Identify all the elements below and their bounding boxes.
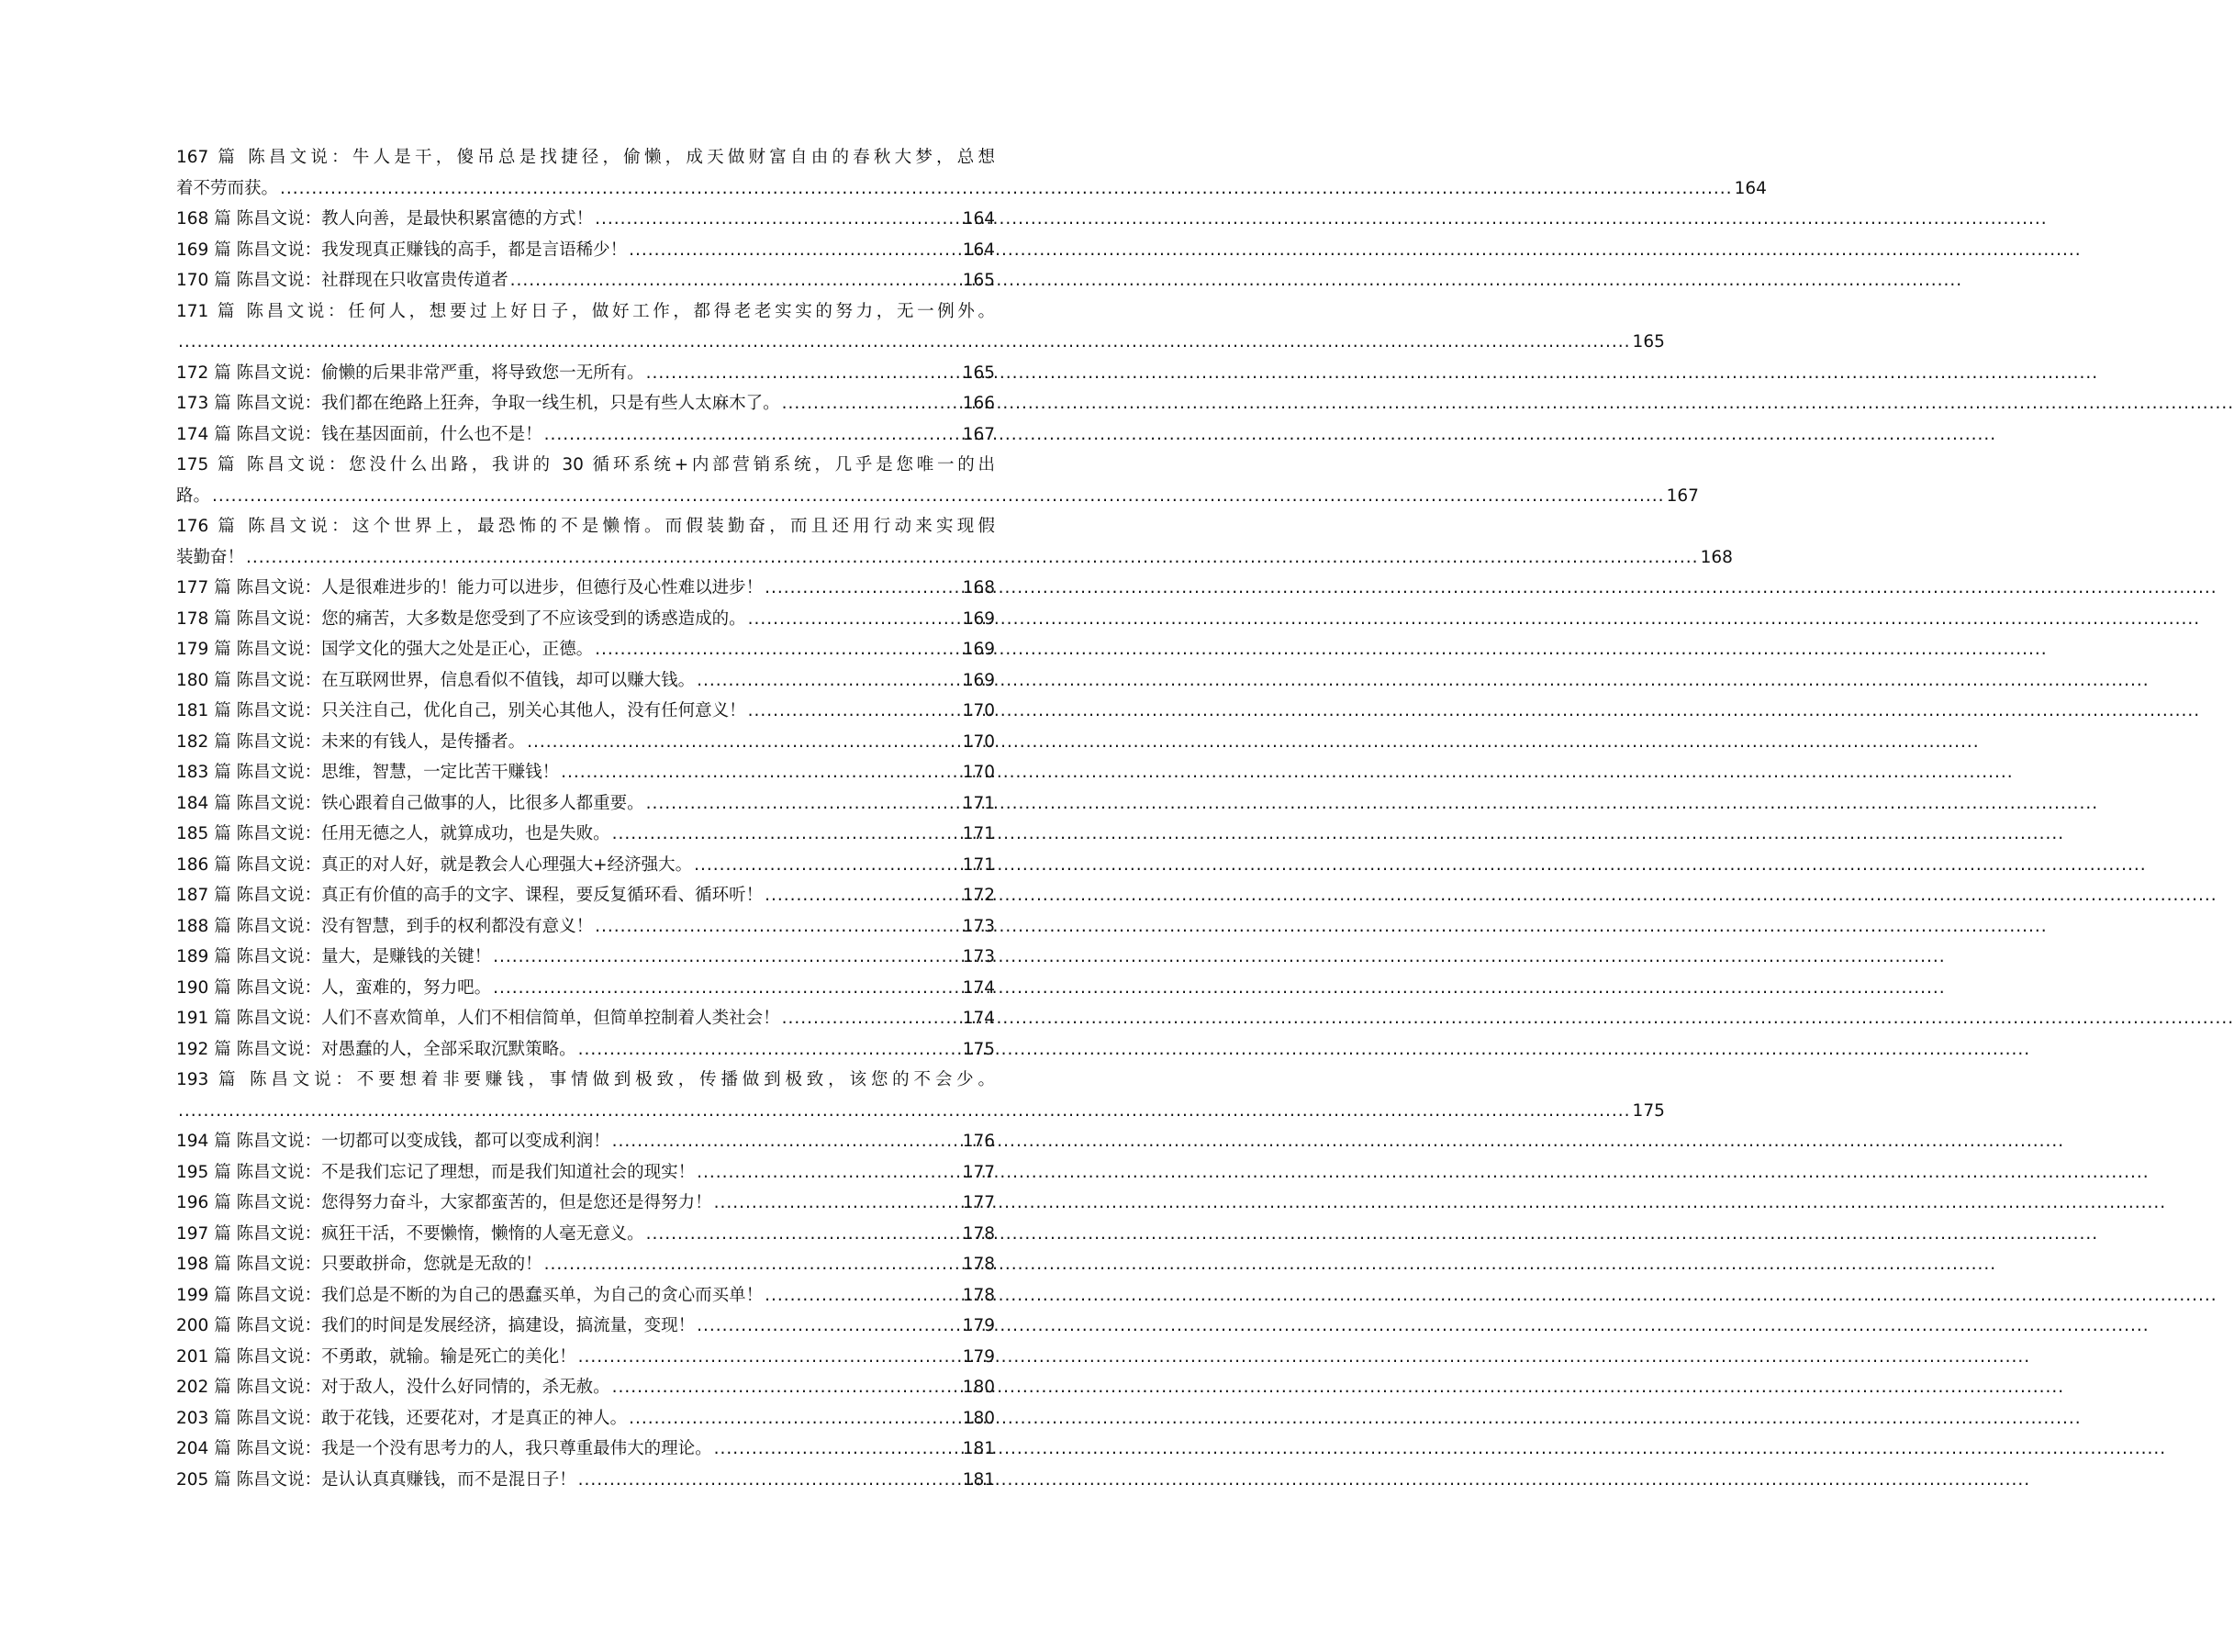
dot-leader	[697, 1311, 961, 1342]
toc-entry[interactable]	[176, 204, 995, 235]
toc-entry[interactable]	[176, 511, 1733, 573]
dot-leader	[595, 634, 961, 665]
toc-entry[interactable]	[176, 1188, 995, 1219]
toc-entry-title: 172 篇 陈昌文说：偷懒的后果非常严重，将导致您一无所有。	[176, 363, 644, 383]
dot-leader	[544, 419, 961, 451]
toc-entry-title: 174 篇 陈昌文说：钱在基因面前，什么也不是！	[176, 424, 542, 444]
toc-entry[interactable]	[176, 1342, 995, 1373]
dot-leader	[714, 1434, 961, 1465]
table-of-contents	[176, 142, 1767, 1495]
toc-entry-title: 176 篇 陈昌文说：这个世界上，最恐怖的不是懒惰。而假装勤奋，而且还用行动来实现假	[176, 517, 995, 536]
toc-entry[interactable]	[176, 296, 1665, 358]
toc-entry[interactable]	[176, 1280, 995, 1312]
toc-page-number: 170	[962, 731, 995, 752]
toc-entry[interactable]	[176, 757, 995, 788]
toc-entry-title: 191 篇 陈昌文说：人们不喜欢简单，人们不相信简单，但简单控制着人类社会！	[176, 1009, 780, 1028]
dot-leader	[493, 973, 961, 1004]
toc-entry[interactable]	[176, 819, 995, 850]
toc-page-number: 174	[962, 977, 995, 998]
dot-leader	[246, 542, 1699, 574]
toc-entry[interactable]	[176, 1034, 995, 1066]
toc-entry-title-continued: 装勤奋！	[176, 547, 245, 567]
toc-entry[interactable]	[176, 1249, 995, 1280]
toc-page-number: 171	[962, 824, 995, 843]
toc-page-number: 179	[962, 1346, 995, 1367]
toc-page-number: 165	[962, 363, 995, 383]
toc-entry[interactable]	[176, 265, 995, 296]
toc-entry[interactable]	[176, 1434, 995, 1465]
toc-page-number: 172	[962, 886, 995, 905]
dot-leader	[178, 327, 1631, 358]
toc-page-number: 175	[962, 1039, 995, 1059]
toc-entry[interactable]	[176, 665, 995, 697]
dot-leader	[714, 1188, 961, 1219]
toc-page-number: 164	[962, 240, 995, 260]
toc-entry[interactable]	[176, 1403, 995, 1434]
toc-page-number: 167	[962, 424, 995, 444]
dot-leader	[782, 388, 961, 419]
toc-entry-title: 171 篇 陈昌文说：任何人，想要过上好日子，做好工作，都得老老实实的努力，无一例外。	[176, 301, 995, 321]
dot-leader	[612, 1126, 961, 1157]
toc-entry-title: 189 篇 陈昌文说：量大，是赚钱的关键！	[176, 947, 492, 966]
dot-leader	[612, 819, 961, 850]
dot-leader	[561, 757, 961, 788]
toc-entry-title: 180 篇 陈昌文说：在互联网世界，信息看似不值钱，却可以赚大钱。	[176, 670, 696, 690]
toc-entry[interactable]	[176, 358, 995, 389]
toc-entry[interactable]	[176, 1126, 995, 1157]
toc-entry-title: 183 篇 陈昌文说：思维，智慧，一定比苦干赚钱！	[176, 763, 560, 782]
toc-page-number: 164	[962, 209, 995, 229]
toc-page-number: 170	[962, 763, 995, 782]
toc-entry-title: 196 篇 陈昌文说：您得努力奋斗，大家都蛮苦的，但是您还是得努力！	[176, 1193, 712, 1212]
toc-entry[interactable]	[176, 727, 995, 758]
toc-page-number: 178	[962, 1223, 995, 1244]
toc-entry-title: 169 篇 陈昌文说：我发现真正赚钱的高手，都是言语稀少！	[176, 240, 628, 260]
toc-entry[interactable]	[176, 788, 995, 820]
toc-page-number: 180	[962, 1408, 995, 1428]
toc-entry-title: 177 篇 陈昌文说：人是很难进步的！能力可以进步，但德行及心性难以进步！	[176, 578, 764, 597]
toc-entry-title: 195 篇 陈昌文说：不是我们忘记了理想，而是我们知道社会的现实！	[176, 1162, 696, 1182]
toc-entry-title: 184 篇 陈昌文说：铁心跟着自己做事的人，比很多人都重要。	[176, 793, 644, 813]
toc-page-number: 168	[1700, 547, 1733, 567]
toc-page-number: 178	[962, 1285, 995, 1305]
toc-page-number: 171	[962, 854, 995, 875]
dot-leader	[765, 880, 961, 911]
toc-entry-title: 182 篇 陈昌文说：未来的有钱人，是传播者。	[176, 731, 526, 752]
toc-entry-title: 194 篇 陈昌文说：一切都可以变成钱，都可以变成利润！	[176, 1132, 610, 1151]
toc-entry-title: 175 篇 陈昌文说：您没什么出路，我讲的 30 循环系统+内部营销系统，几乎是您唯一的出	[176, 455, 995, 474]
dot-leader	[629, 1403, 961, 1434]
toc-page-number: 181	[962, 1469, 995, 1490]
toc-page-number: 168	[962, 578, 995, 597]
toc-page-number: 166	[962, 394, 995, 413]
toc-entry[interactable]	[176, 634, 995, 665]
dot-leader	[629, 235, 961, 266]
toc-entry[interactable]	[176, 880, 995, 911]
toc-page-number: 169	[962, 640, 995, 659]
dot-leader	[612, 1372, 961, 1403]
dot-leader	[697, 1157, 961, 1189]
toc-page-number: 173	[962, 916, 995, 936]
toc-entry[interactable]	[176, 696, 995, 727]
dot-leader	[646, 358, 961, 389]
toc-page-number: 176	[962, 1132, 995, 1151]
toc-entry-title: 199 篇 陈昌文说：我们总是不断的为自己的愚蠢买单，为自己的贪心而买单！	[176, 1285, 764, 1305]
toc-page-number: 175	[1632, 1100, 1665, 1121]
toc-entry-title: 193 篇 陈昌文说：不要想着非要赚钱，事情做到极致，传播做到极致，该您的不会少。	[176, 1070, 995, 1089]
toc-page-number: 169	[962, 608, 995, 629]
toc-page-number: 180	[962, 1378, 995, 1397]
dot-leader	[578, 1342, 961, 1373]
dot-leader	[646, 788, 961, 820]
dot-leader	[280, 173, 1733, 205]
dot-leader	[544, 1249, 961, 1280]
toc-page-number: 174	[962, 1009, 995, 1028]
dot-leader	[694, 850, 961, 881]
dot-leader	[578, 1034, 961, 1066]
dot-leader	[646, 1219, 961, 1250]
toc-entry-title: 185 篇 陈昌文说：任用无德之人，就算成功，也是失败。	[176, 824, 610, 843]
toc-page-number: 164	[1734, 178, 1767, 198]
toc-entry[interactable]	[176, 1311, 995, 1342]
dot-leader	[595, 204, 961, 235]
toc-entry-title: 186 篇 陈昌文说：真正的对人好，就是教会人心理强大+经济强大。	[176, 854, 693, 875]
toc-entry[interactable]	[176, 850, 995, 881]
toc-entry-title-continued: 路。	[176, 486, 211, 506]
toc-entry-title: 197 篇 陈昌文说：疯狂干活，不要懒惰，懒惰的人毫无意义。	[176, 1223, 644, 1244]
toc-page-number: 170	[962, 701, 995, 720]
toc-entry-title: 173 篇 陈昌文说：我们都在绝路上狂奔，争取一线生机，只是有些人太麻木了。	[176, 394, 780, 413]
dot-leader	[697, 665, 961, 697]
toc-entry[interactable]	[176, 573, 995, 604]
toc-entry[interactable]	[176, 1219, 995, 1250]
dot-leader	[527, 727, 961, 758]
toc-entry-title: 170 篇 陈昌文说：社群现在只收富贵传道者	[176, 271, 508, 290]
toc-entry[interactable]	[176, 973, 995, 1004]
toc-entry-title-continued: 着不劳而获。	[176, 178, 279, 198]
toc-entry-title: 168 篇 陈昌文说：教人向善，是最快积累富德的方式！	[176, 209, 594, 229]
dot-leader	[765, 1280, 961, 1312]
toc-entry-title: 179 篇 陈昌文说：国学文化的强大之处是正心，正德。	[176, 640, 594, 659]
toc-page-number: 169	[962, 670, 995, 690]
toc-entry[interactable]	[176, 1372, 995, 1403]
toc-page-number: 165	[962, 271, 995, 290]
toc-entry[interactable]	[176, 604, 995, 635]
toc-entry-title: 204 篇 陈昌文说：我是一个没有思考力的人，我只尊重最伟大的理论。	[176, 1439, 712, 1458]
toc-entry[interactable]	[176, 942, 995, 973]
toc-entry-title: 188 篇 陈昌文说：没有智慧，到手的权利都没有意义！	[176, 916, 594, 936]
toc-page-number: 177	[962, 1193, 995, 1212]
dot-leader	[578, 1465, 961, 1496]
toc-entry-title: 187 篇 陈昌文说：真正有价值的高手的文字、课程，要反复循环看、循环听！	[176, 886, 764, 905]
toc-entry-title: 178 篇 陈昌文说：您的痛苦，大多数是您受到了不应该受到的诱惑造成的。	[176, 608, 746, 629]
toc-entry-title: 200 篇 陈昌文说：我们的时间是发展经济，搞建设，搞流量，变现！	[176, 1316, 696, 1335]
dot-leader	[595, 911, 961, 943]
toc-entry-title: 167 篇 陈昌文说：牛人是干，傻吊总是找捷径，偷懒，成天做财富自由的春秋大梦，总想	[176, 148, 995, 167]
toc-page-number: 178	[962, 1255, 995, 1274]
toc-entry[interactable]	[176, 1065, 1665, 1126]
dot-leader	[493, 942, 961, 973]
dot-leader	[748, 696, 961, 727]
toc-entry[interactable]	[176, 1465, 995, 1496]
toc-entry[interactable]	[176, 142, 1767, 204]
toc-entry[interactable]	[176, 911, 995, 943]
toc-entry-title: 192 篇 陈昌文说：对愚蠢的人，全部采取沉默策略。	[176, 1039, 576, 1059]
toc-entry[interactable]	[176, 1003, 995, 1034]
toc-entry-title: 203 篇 陈昌文说：敢于花钱，还要花对，才是真正的神人。	[176, 1408, 628, 1428]
toc-page-number: 181	[962, 1439, 995, 1458]
dot-leader	[178, 1096, 1631, 1127]
toc-entry[interactable]	[176, 1157, 995, 1189]
toc-entry[interactable]	[176, 388, 995, 419]
toc-entry-title: 201 篇 陈昌文说：不勇敢，就输。输是死亡的美化！	[176, 1346, 576, 1367]
toc-entry[interactable]	[176, 235, 995, 266]
toc-page-number: 167	[1666, 486, 1699, 506]
toc-entry-title: 190 篇 陈昌文说：人，蛮难的，努力吧。	[176, 977, 492, 998]
toc-entry-title: 198 篇 陈昌文说：只要敢拼命，您就是无敌的！	[176, 1255, 542, 1274]
toc-page-number: 171	[962, 793, 995, 813]
toc-page-number: 173	[962, 947, 995, 966]
toc-page-number: 177	[962, 1162, 995, 1182]
toc-entry-title: 181 篇 陈昌文说：只关注自己，优化自己，别关心其他人，没有任何意义！	[176, 701, 746, 720]
toc-entry[interactable]	[176, 419, 995, 451]
dot-leader	[748, 604, 961, 635]
dot-leader	[765, 573, 961, 604]
dot-leader	[212, 481, 1665, 512]
toc-entry-title: 202 篇 陈昌文说：对于敌人，没什么好同情的，杀无赦。	[176, 1378, 610, 1397]
toc-page-number: 179	[962, 1316, 995, 1335]
dot-leader	[510, 265, 961, 296]
toc-entry[interactable]	[176, 450, 1699, 511]
toc-page-number: 165	[1632, 332, 1665, 352]
toc-entry-title: 205 篇 陈昌文说：是认认真真赚钱，而不是混日子！	[176, 1469, 576, 1490]
dot-leader	[782, 1003, 961, 1034]
